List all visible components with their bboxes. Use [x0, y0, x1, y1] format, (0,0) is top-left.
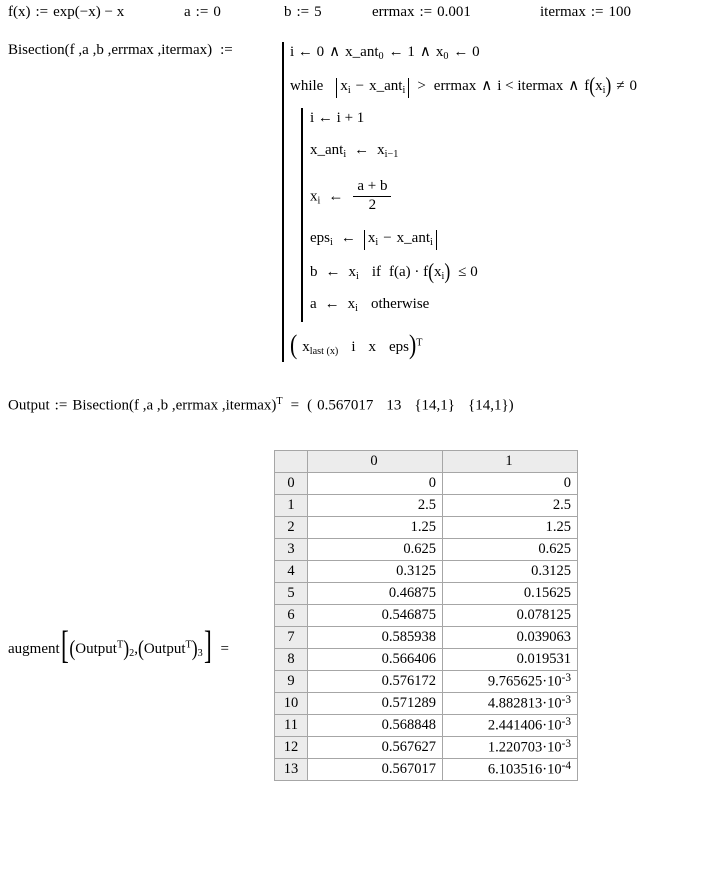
program-name: Bisection: [8, 42, 65, 58]
table-row[interactable]: [275, 715, 578, 737]
output-result-line: [8, 396, 514, 415]
table-corner-cell: [275, 451, 308, 473]
assign-a-rhs: x: [347, 296, 356, 312]
init-x-ant-name: x_ant: [345, 44, 379, 60]
cell-col1: 0.078125: [443, 605, 578, 627]
row-index: 0: [275, 473, 308, 495]
cell-col1: 0.039063: [443, 627, 578, 649]
init-and-2: ∧: [419, 44, 431, 60]
init-x-ant-subscript: 0: [378, 50, 384, 62]
augment-arg2-transpose: T: [185, 639, 192, 651]
init-x-subscript: 0: [443, 50, 449, 62]
augment-arg2-close-paren: ): [191, 635, 198, 661]
output-function-call: Bisection(f ,a ,b ,errmax ,itermax): [72, 397, 277, 414]
output-result-value-0: 0.567017: [317, 397, 374, 414]
table-row[interactable]: [275, 473, 578, 495]
midpoint-denominator: 2: [353, 196, 391, 214]
row-index: 10: [275, 693, 308, 715]
row-index: 13: [275, 759, 308, 781]
eps-arrow: ←: [340, 230, 356, 246]
variable-definition-b: [284, 4, 322, 21]
init-and-1: ∧: [329, 44, 341, 60]
augment-arg1-index: 2: [129, 647, 135, 659]
cell-col1: [443, 737, 578, 759]
augment-equals-operator: =: [220, 641, 229, 657]
cell-col1: [443, 693, 578, 715]
x-ant-rhs-subscript: i−1: [384, 148, 399, 160]
cell-col1-mantissa: 2.441406·10: [487, 717, 562, 734]
statement-bisect-midpoint: [310, 180, 393, 215]
row-index: 11: [275, 715, 308, 737]
cell-col1: 0.3125: [443, 561, 578, 583]
x-ant-rhs: x: [377, 142, 385, 158]
row-index: 12: [275, 737, 308, 759]
while-body-bar: [301, 108, 303, 322]
cell-col0: 1.25: [308, 517, 443, 539]
while-cond-iter-limit: i < itermax: [497, 78, 564, 94]
output-result-close-paren: ): [508, 397, 514, 414]
cell-col1-mantissa: 9.765625·10: [487, 673, 562, 690]
while-cond-not-equal: ≠: [616, 78, 625, 94]
while-cond-compare-1: >: [417, 78, 426, 94]
cell-col0: 0.46875: [308, 583, 443, 605]
cell-col1: 1.25: [443, 517, 578, 539]
assign-a-arrow: ←: [324, 296, 340, 312]
table-row[interactable]: [275, 649, 578, 671]
cell-col1: 0: [443, 473, 578, 495]
statement-assign-b: b ← $x_i$ if $f(a) \cdot f(x_i) \le 0$: [310, 258, 478, 284]
augment-arg2-open-paren: (: [137, 635, 144, 661]
table-row[interactable]: [275, 517, 578, 539]
augment-expression-label: [8, 624, 229, 668]
variable-itermax-value: 100: [608, 4, 631, 20]
return-item-1: x: [302, 339, 310, 355]
program-assign-operator: :=: [220, 42, 233, 58]
program-outer-bar: [282, 42, 284, 362]
variable-itermax-name: itermax: [540, 4, 586, 20]
results-matrix-table[interactable]: [274, 450, 578, 781]
output-result-open-paren: (: [307, 397, 313, 414]
cell-col1-mantissa: 1.220703·10: [487, 739, 562, 756]
statement-update-eps: [310, 230, 437, 250]
while-keyword: while: [290, 78, 324, 94]
row-index: 2: [275, 517, 308, 539]
augment-arg2-name: Output: [143, 641, 186, 657]
variable-errmax-assign-operator: :=: [419, 4, 433, 20]
augment-comma: ,: [134, 641, 138, 657]
assign-b-lhs: b: [310, 264, 318, 280]
x-ant-lhs: x_ant: [310, 142, 344, 158]
eps-lhs: eps: [310, 230, 330, 246]
return-item-4: eps: [389, 339, 409, 355]
cell-col0: 0.576172: [308, 671, 443, 693]
cell-col0: 0: [308, 473, 443, 495]
cell-col1-exponent: -3: [561, 738, 571, 751]
return-transpose-operator: T: [416, 337, 423, 349]
column-header-0: 0: [308, 451, 443, 473]
augment-arg2-index: 3: [197, 647, 203, 659]
variable-errmax-value: 0.001: [437, 4, 471, 20]
augment-arg1-transpose: T: [116, 639, 124, 651]
output-equals-operator: =: [290, 397, 300, 414]
cell-col1-exponent: -3: [561, 694, 571, 707]
cell-col1: 0.019531: [443, 649, 578, 671]
statement-increment-i: [310, 110, 364, 127]
cell-col0: 0.566406: [308, 649, 443, 671]
assign-b-condition-arg: x: [434, 264, 442, 280]
assign-a-otherwise-keyword: otherwise: [371, 296, 430, 312]
table-row[interactable]: [275, 627, 578, 649]
function-definition: [8, 4, 124, 21]
eps-abs-x-ant-subscript: i: [429, 236, 433, 248]
variable-b-value: 5: [314, 4, 322, 20]
while-cond-errmax: errmax: [433, 78, 477, 94]
midpoint-lhs-subscript: i: [317, 195, 321, 207]
program-init-line: [290, 42, 480, 62]
assign-a-lhs: a: [310, 296, 317, 312]
output-result-value-1: 13: [386, 397, 402, 414]
output-result-value-3: {14,1}: [468, 397, 509, 414]
augment-arg1-open-paren: (: [69, 635, 76, 661]
cell-col0: 0.567017: [308, 759, 443, 781]
eps-abs-x-subscript: i: [375, 236, 379, 248]
augment-close-bracket: ]: [203, 624, 212, 668]
output-result-value-2: {14,1}: [414, 397, 456, 414]
cell-col0: 0.567627: [308, 737, 443, 759]
eps-abs-x-ant: x_ant: [396, 230, 430, 246]
augment-function-name: augment: [8, 641, 60, 657]
return-close-paren: ): [409, 329, 417, 360]
while-cond-f-arg-subscript: i: [602, 84, 606, 96]
return-item-1-subscript: last (x): [309, 345, 339, 357]
cell-col0: 0.585938: [308, 627, 443, 649]
while-cond-x-ant-subscript: i: [402, 84, 406, 96]
midpoint-numerator: a + b: [357, 178, 388, 194]
variable-a-value: 0: [213, 4, 221, 20]
statement-assign-a: [310, 296, 429, 314]
while-cond-and-1: ∧: [481, 78, 493, 94]
while-cond-minus: −: [355, 78, 365, 94]
row-index: 3: [275, 539, 308, 561]
assign-b-condition-left: f(a) · f: [389, 264, 429, 280]
table-row[interactable]: [275, 539, 578, 561]
program-return-line: [290, 329, 423, 360]
output-transpose-operator: T: [276, 396, 283, 407]
cell-col0: 0.546875: [308, 605, 443, 627]
cell-col1: [443, 715, 578, 737]
row-index: 5: [275, 583, 308, 605]
eps-abs-x: x: [367, 230, 376, 246]
while-cond-and-2: ∧: [568, 78, 580, 94]
function-body: exp(−x) − x: [53, 4, 125, 20]
assign-b-rhs-subscript: i: [356, 270, 359, 282]
cell-col0: 2.5: [308, 495, 443, 517]
row-index: 4: [275, 561, 308, 583]
output-label: Output: [8, 397, 50, 414]
while-cond-f: f: [584, 78, 590, 94]
table-row[interactable]: [275, 583, 578, 605]
eps-lhs-subscript: i: [330, 236, 333, 248]
cell-col0: 0.3125: [308, 561, 443, 583]
table-header-row: [275, 451, 578, 473]
midpoint-fraction: [353, 179, 391, 214]
cell-col1: [443, 671, 578, 693]
output-assign-operator: :=: [54, 397, 68, 414]
cell-col1: [443, 759, 578, 781]
while-cond-f-arg: x: [595, 78, 603, 94]
cell-col0: 0.571289: [308, 693, 443, 715]
table-row[interactable]: [275, 693, 578, 715]
row-index: 7: [275, 627, 308, 649]
init-i-assign: i ← 0: [290, 44, 325, 60]
while-condition-absolute-value: [336, 78, 409, 98]
table-header: [275, 451, 578, 473]
assign-b-arrow: ←: [325, 264, 341, 280]
variable-b-assign-operator: :=: [296, 4, 310, 20]
assign-b-condition-arg-subscript: i: [441, 270, 445, 282]
augment-open-bracket: [: [60, 624, 69, 668]
table-row[interactable]: [275, 737, 578, 759]
init-x-value: ← 0: [453, 44, 480, 60]
statement-update-x-ant: [310, 142, 398, 160]
row-index: 1: [275, 495, 308, 517]
augment-arg1-close-paren: ): [123, 635, 130, 661]
variable-definition-itermax: [540, 4, 631, 21]
return-open-paren: (: [290, 329, 298, 360]
assign-b-if-keyword: if: [371, 264, 382, 280]
init-x-ant-value: ← 1: [388, 44, 415, 60]
cell-col0: 0.568848: [308, 715, 443, 737]
cell-col1-mantissa: 6.103516·10: [487, 761, 562, 778]
table-row[interactable]: [275, 605, 578, 627]
cell-col1-mantissa: 4.882813·10: [487, 695, 562, 712]
midpoint-lhs: x: [310, 188, 318, 205]
variable-definition-a: [184, 4, 221, 21]
eps-abs-minus: −: [383, 230, 392, 246]
augment-arg1-name: Output: [75, 641, 117, 657]
variable-a-assign-operator: :=: [195, 4, 209, 20]
return-item-2: i: [351, 339, 356, 355]
column-header-1: 1: [443, 451, 578, 473]
return-item-3: x: [368, 339, 376, 355]
eps-absolute-value: [364, 230, 437, 250]
while-cond-x-ant: x_ant: [369, 78, 403, 94]
init-x-name: x: [435, 44, 444, 60]
row-index: 9: [275, 671, 308, 693]
while-cond-x-subscript: i: [347, 84, 351, 96]
cell-col1-exponent: -4: [561, 760, 571, 773]
variable-b-name: b: [284, 4, 292, 20]
row-index: 6: [275, 605, 308, 627]
cell-col1: 0.625: [443, 539, 578, 561]
cell-col1-exponent: -3: [561, 672, 571, 685]
variable-errmax-name: errmax: [372, 4, 415, 20]
assign-b-condition-compare: ≤ 0: [458, 264, 478, 280]
while-statement: while $x_i$ − x_ant$_i$ > errmax ∧ i < itermax ∧ $f(x_i) \ne 0$: [290, 72, 638, 98]
assign-a-rhs-subscript: i: [355, 302, 359, 314]
variable-itermax-assign-operator: :=: [590, 4, 604, 20]
table-row[interactable]: [275, 495, 578, 517]
x-ant-lhs-subscript: i: [343, 148, 347, 160]
cell-col0: 0.625: [308, 539, 443, 561]
function-name: f(x): [8, 4, 31, 20]
table-row[interactable]: [275, 561, 578, 583]
function-assign-operator: :=: [35, 4, 49, 20]
program-arguments: f ,a ,b ,errmax ,itermax: [69, 42, 208, 58]
table-body: [275, 473, 578, 781]
while-cond-zero: 0: [629, 78, 638, 94]
assign-b-rhs: x: [348, 264, 356, 280]
variable-definition-errmax: [372, 4, 471, 21]
variable-a-name: a: [184, 4, 191, 20]
increment-i-text: i ← i + 1: [310, 110, 365, 126]
program-header: Bisection(f ,a ,b ,errmax ,itermax) :=: [8, 42, 233, 58]
table-row[interactable]: [275, 671, 578, 693]
row-index: 8: [275, 649, 308, 671]
x-ant-arrow: ←: [354, 142, 370, 158]
table-row[interactable]: [275, 759, 578, 781]
cell-col1: 2.5: [443, 495, 578, 517]
cell-col1-exponent: -3: [561, 716, 571, 729]
midpoint-arrow: ←: [328, 188, 344, 205]
while-cond-x: x: [340, 78, 348, 94]
cell-col1: 0.15625: [443, 583, 578, 605]
